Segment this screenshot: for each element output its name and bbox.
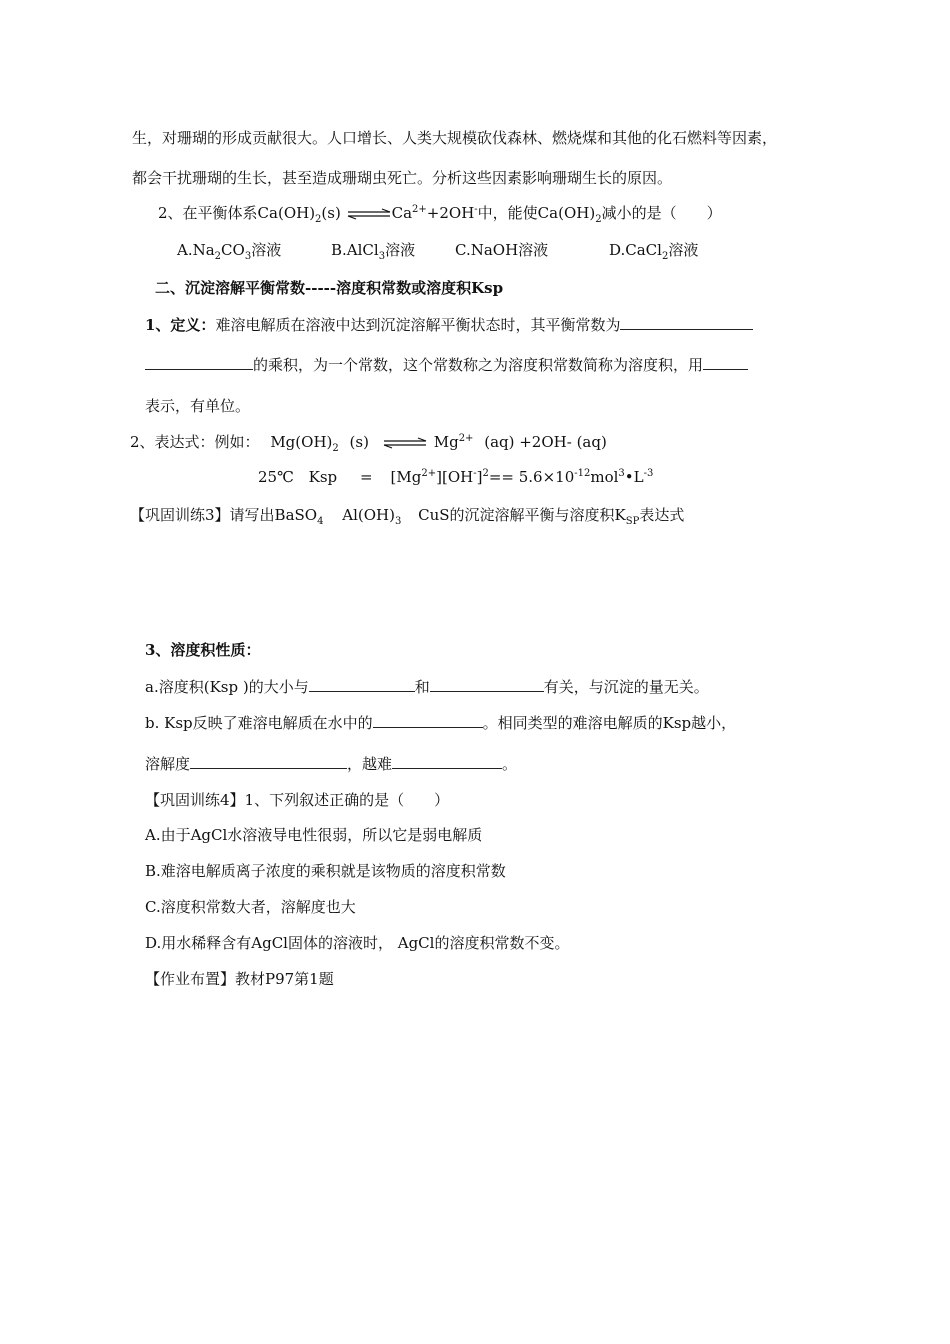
q2-prefix: 2、在平衡体系Ca(OH) (158, 204, 316, 222)
definition-blank-1[interactable] (620, 315, 753, 330)
drill-3 (130, 505, 684, 525)
expression-label: 2、表达式：例如： (130, 433, 260, 451)
property-c-text-2: ，越难 (347, 755, 393, 773)
property-a-blank-1[interactable] (309, 677, 415, 692)
intro-line-1: 生，对珊瑚的形成贡献很大。人口增长、人类大规模砍伐森林、燃烧煤和其他的化石燃料等因素， (132, 129, 778, 147)
ksp-equals: = (359, 468, 373, 486)
q2-option-b-text1: B.AlCl (331, 241, 379, 259)
property-a-text-3: 有关，与沉淀的量无关。 (543, 678, 709, 696)
drill-4-option-d: D.用水稀释含有AgCl固体的溶液时， AgCl的溶度积常数不变。 (145, 934, 570, 952)
q2-option-b (331, 240, 415, 260)
q2-option-a-text2: CO (221, 241, 245, 259)
ksp-temperature: 25℃ (258, 468, 294, 486)
q2-suffix-a: 中，能使Ca(OH) (477, 204, 596, 222)
property-a-blank-2[interactable] (430, 677, 544, 692)
property-c-text-3: 。 (502, 755, 518, 773)
ksp-value-3: •L (624, 468, 644, 486)
ksp-value-2: mol (590, 468, 619, 486)
question-2 (158, 203, 722, 223)
q2-option-d-text1: D.CaCl (609, 241, 662, 259)
q2-ion2: +2OH (426, 204, 475, 222)
definition-line-1 (145, 315, 753, 335)
definition-label: 1、定义： (145, 316, 216, 334)
expression-line (130, 432, 607, 452)
q2-option-c: C.NaOH溶液 (455, 241, 549, 259)
drill-4: 【巩固训练4】1、下列叙述正确的是（ ） (145, 791, 450, 809)
drill-3-sub-1: 4 (317, 516, 324, 527)
drill-4-option-b: B.难溶电解质离子浓度的乘积就是该物质的溶度积常数 (145, 862, 506, 880)
section-2-heading: 二、沉淀溶解平衡常数-----溶度积常数或溶度积Ksp (155, 279, 504, 297)
ksp-value-3-sup: -3 (643, 468, 654, 479)
property-c-blank-1[interactable] (190, 754, 347, 769)
expression-left-state: (s) (349, 433, 369, 451)
q2-option-a-text3: 溶液 (251, 241, 282, 259)
q2-sub: 2 (315, 214, 322, 225)
property-a-text-1: a.溶度积(Ksp )的大小与 (145, 678, 309, 696)
q2-ion1-charge: 2+ (412, 204, 427, 215)
equilibrium-arrow-icon (346, 208, 392, 220)
q2-state: (s) (321, 204, 341, 222)
q2-option-b-text2: 溶液 (385, 241, 416, 259)
expression-left: Mg(OH) (270, 433, 333, 451)
definition-text-2: 的乘积，为一个常数，这个常数称之为溶度积常数简称为溶度积，用 (253, 356, 704, 374)
q2-suffix-b: 减小的是（ ） (601, 204, 722, 222)
property-a (145, 677, 709, 697)
ksp-line (258, 467, 653, 487)
ksp-expression-3: ] (476, 468, 483, 486)
ksp-expression-2-charge: - (473, 468, 477, 479)
drill-3-text-c: CuS的沉淀溶解平衡与溶度积K (418, 506, 626, 524)
q2-suffix-sub: 2 (595, 214, 602, 225)
drill-4-option-a: A.由于AgCl水溶液导电性很弱，所以它是弱电解质 (145, 826, 483, 844)
drill-3-text-a: 【巩固训练3】请写出BaSO (130, 506, 318, 524)
ksp-expression-2: ][OH (436, 468, 474, 486)
property-b-text-2: 。相同类型的难溶电解质的Ksp越小， (482, 714, 737, 732)
homework: 【作业布置】教材P97第1题 (145, 970, 334, 988)
property-c (145, 754, 517, 774)
equilibrium-arrow-icon (382, 437, 428, 449)
drill-4-option-c: C.溶度积常数大者，溶解度也大 (145, 898, 356, 916)
definition-blank-3[interactable] (703, 355, 748, 370)
intro-line-2: 都会干扰珊瑚的生长，甚至造成珊瑚虫死亡。分析这些因素影响珊瑚生长的原因。 (132, 169, 673, 187)
ksp-value-exponent: -12 (574, 468, 591, 479)
q2-option-d (609, 240, 698, 260)
ksp-expression-1: [Mg (390, 468, 422, 486)
q2-option-d-text2: 溶液 (668, 241, 699, 259)
expression-left-sub: 2 (332, 443, 339, 454)
expression-right: (aq) +2OH- (aq) (484, 433, 607, 451)
definition-line-2 (145, 355, 748, 375)
property-c-text-1: 溶解度 (145, 755, 191, 773)
expression-mg-charge: 2+ (458, 433, 474, 444)
definition-blank-2[interactable] (145, 355, 253, 370)
ksp-expression-3-sup: 2 (482, 468, 489, 479)
property-b-blank[interactable] (373, 713, 483, 728)
q2-option-a-sub1: 2 (214, 251, 222, 262)
property-b (145, 713, 736, 733)
property-a-text-2: 和 (414, 678, 430, 696)
q2-option-d-sub: 2 (661, 251, 669, 262)
property-b-text-1: b. Ksp反映了难溶电解质在水中的 (145, 714, 373, 732)
q2-ion1: Ca (391, 204, 413, 222)
expression-mg: Mg (433, 433, 459, 451)
q2-option-a-sub2: 3 (244, 251, 252, 262)
ksp-value-2-sup: 3 (618, 468, 625, 479)
q2-ion2-charge: - (474, 204, 478, 215)
q2-option-a (177, 240, 281, 260)
q2-option-a-text1: A.Na (177, 241, 215, 259)
ksp-label: Ksp (308, 468, 338, 486)
q2-option-b-sub: 3 (378, 251, 386, 262)
section-3-heading: 3、溶度积性质： (145, 641, 261, 659)
ksp-expression-1-charge: 2+ (421, 468, 437, 479)
ksp-value-1: == 5.6×10 (488, 468, 575, 486)
definition-text-1: 难溶电解质在溶液中达到沉淀溶解平衡状态时，其平衡常数为 (215, 316, 621, 334)
definition-line-3: 表示，有单位。 (145, 397, 251, 415)
property-c-blank-2[interactable] (392, 754, 502, 769)
drill-3-text-b: Al(OH) (342, 506, 395, 524)
drill-3-sub-3: SP (625, 516, 640, 527)
drill-3-text-d: 表达式 (639, 506, 685, 524)
drill-3-sub-2: 3 (394, 516, 402, 527)
